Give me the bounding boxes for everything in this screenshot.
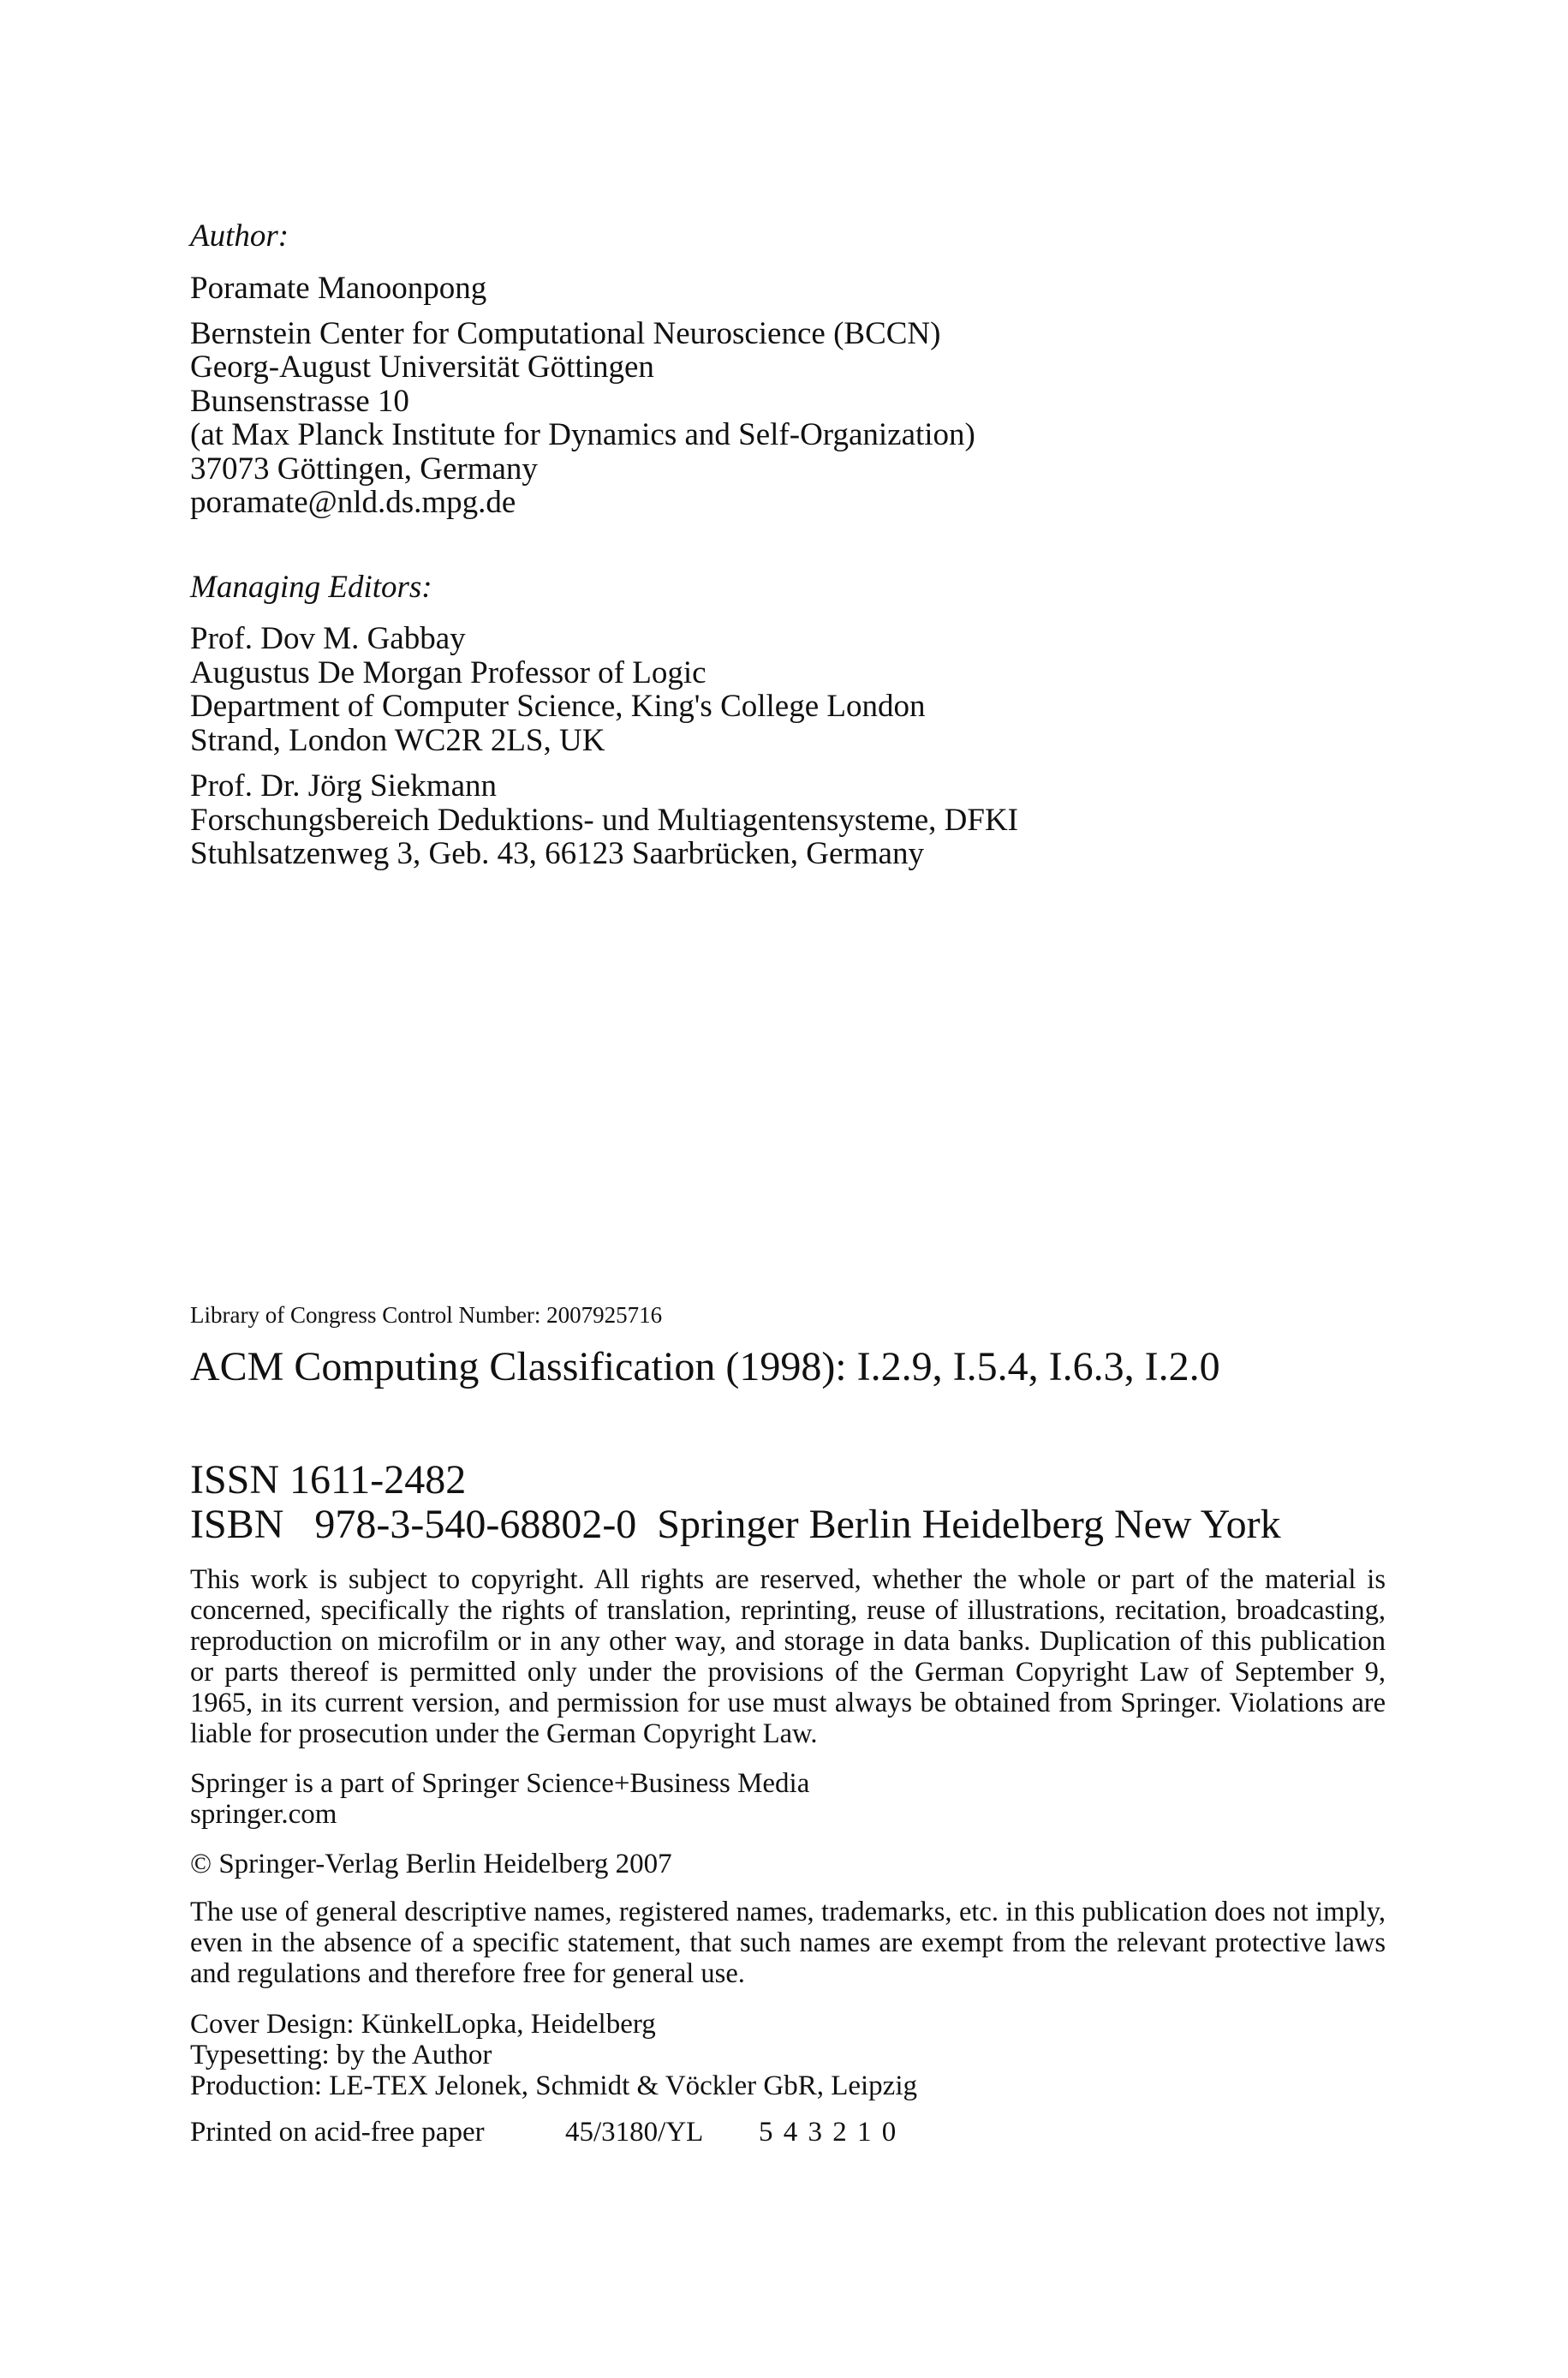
typesetting-credit: Typesetting: by the Author (190, 2040, 492, 2070)
printed-numbers: 5 4 3 2 1 0 (759, 2117, 898, 2148)
editor-line: Augustus De Morgan Professor of Logic (190, 654, 706, 690)
author-email: poramate@nld.ds.mpg.de (190, 485, 516, 520)
issn: ISSN 1611-2482 (190, 1457, 467, 1503)
address-line: Bunsenstrasse 10 (190, 383, 409, 419)
printed-code: 45/3180/YL (565, 2117, 704, 2148)
address-line: Georg-August Universität Göttingen (190, 350, 654, 385)
springer-part-of: Springer is a part of Springer Science+Business Media (190, 1768, 810, 1799)
descriptive-names-paragraph: The use of general descriptive names, registered names, trademarks, etc. in this publication does not imply, even in the absence of a specific statement, that such names are exempt from the relevant protective laws and regulations and therefore free for general use. (190, 1897, 1386, 1989)
author-section (190, 219, 1389, 520)
editor-line: Department of Computer Science, King's College London (190, 689, 926, 724)
springer-website: springer.com (190, 1799, 337, 1830)
editor-gabbay (190, 622, 1389, 757)
editor-siekmann (190, 769, 1389, 871)
editors-section (190, 571, 1389, 871)
copyright-notice-block (190, 1849, 1389, 1879)
author-label: Author: (190, 218, 289, 254)
editor-line: Forschungsbereich Deduktions- und Multiagentensysteme, DFKI (190, 802, 1018, 838)
library-control-number: Library of Congress Control Number: 2007925716 (190, 1302, 663, 1328)
isbn: ISBN 978-3-540-68802-0 Springer Berlin Heidelberg New York (190, 1502, 1281, 1547)
issn-isbn-block (190, 1458, 1389, 1547)
printed-line (190, 2117, 1389, 2151)
production-credit: Production: LE-TEX Jelonek, Schmidt & Vöckler GbR, Leipzig (190, 2070, 917, 2101)
author-address (190, 317, 1389, 520)
editor-line: Prof. Dr. Jörg Siekmann (190, 768, 498, 804)
address-line: 37073 Göttingen, Germany (190, 451, 538, 487)
printed-paper: Printed on acid-free paper (190, 2117, 485, 2148)
acm-classification: ACM Computing Classification (1998): I.2.9, I.5.4, I.6.3, I.2.0 (190, 1344, 1220, 1389)
springer-info (190, 1768, 1389, 1830)
copyright-paragraph: This work is subject to copyright. All rights are reserved, whether the whole or part of the material is concerned, specifically the rights of translation, reprinting, reuse of illustrations, recitation, broadcasting, reproduction on microfilm or in any other way, and storage in data banks. Duplication of this publication or parts thereof is permitted only under the provisions of the German Copyright Law of September 9, 1965, in its current version, and permission for use must always be obtained from Springer. Violations are liable for prosecution under the German Copyright Law. (190, 1564, 1386, 1749)
library-control-block (190, 1302, 1389, 1328)
author-name: Poramate Manoonpong (190, 271, 487, 306)
credits-block (190, 2009, 1389, 2101)
editor-line: Prof. Dov M. Gabbay (190, 621, 466, 656)
editors-label: Managing Editors: (190, 570, 432, 605)
address-line: Bernstein Center for Computational Neuroscience (BCCN) (190, 315, 941, 351)
editor-line: Stuhlsatzenweg 3, Geb. 43, 66123 Saarbrücken, Germany (190, 836, 924, 871)
address-line: (at Max Planck Institute for Dynamics and Self-Organization) (190, 417, 975, 452)
cover-design-credit: Cover Design: KünkelLopka, Heidelberg (190, 2009, 656, 2040)
copyright-notice: © Springer-Verlag Berlin Heidelberg 2007 (190, 1849, 672, 1879)
acm-block (190, 1345, 1389, 1389)
editor-line: Strand, London WC2R 2LS, UK (190, 722, 605, 758)
